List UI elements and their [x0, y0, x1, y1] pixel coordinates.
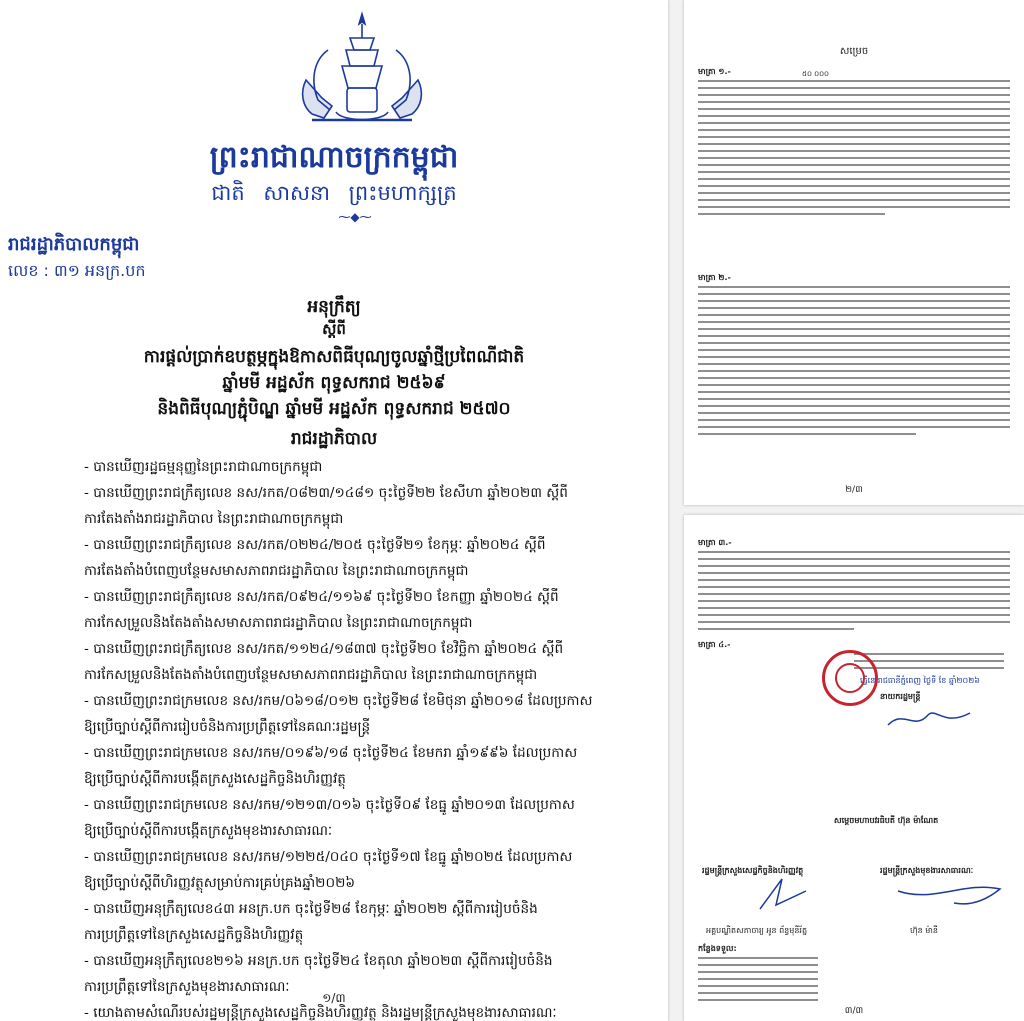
amount-value: ៥០ ០០០	[802, 70, 830, 78]
minister-2-signature-icon	[894, 877, 1004, 913]
citation-line: ឱ្យប្រើច្បាប់ស្តីពីហិរញ្ញវត្ថុសម្រាប់ការគ្រប់គ្រងឆ្នាំ២០២៦	[84, 875, 356, 891]
citation-line: - យោងតាមសំណើរបស់រដ្ឋមន្ត្រីក្រសួងសេដ្ឋកិច្ចនិងហិរញ្ញវត្ថុ និងរដ្ឋមន្ត្រីក្រសួងមុខងារសាធារណៈ	[84, 1005, 557, 1021]
pm-title: នាយករដ្ឋមន្ត្រី	[880, 692, 921, 701]
citation-line: - បានឃើញរដ្ឋធម្មនុញ្ញនៃព្រះរាជាណាចក្រកម្ពុជា	[84, 459, 323, 475]
citation-list	[84, 454, 644, 1021]
citation-line: - បានឃើញព្រះរាជក្រឹត្យលេខ នស/រកត/០២២៤/២០៥ ចុះថ្ងៃទី២១ ខែកុម្ភៈ ឆ្នាំ២០២៤ ស្តីពី	[84, 537, 546, 553]
minister-1-name: អគ្គបណ្ឌិតសភាចារ្យ អូន ព័ន្ធមុនីរ័ត្ន	[706, 926, 808, 935]
subject-label: ស្តីពី	[322, 320, 346, 338]
citation-line: ឱ្យប្រើច្បាប់ស្តីពីការរៀបចំនិងការប្រព្រឹត្តទៅនៃគណៈរដ្ឋមន្ត្រី	[84, 719, 371, 735]
article-2-text	[698, 286, 1010, 440]
title-line-1: ការផ្តល់ប្រាក់ឧបត្ថម្ភក្នុងឱកាសពិធីបុណ្យចូលឆ្នាំថ្មីប្រពៃណីជាតិ	[143, 347, 525, 367]
reference-number: លេខ : ៣១ អនក្រ.បក	[8, 261, 146, 280]
minister-1-title: រដ្ឋមន្ត្រីក្រសួងសេដ្ឋកិច្ចនិងហិរញ្ញវត្ថុ	[702, 866, 804, 875]
article-1-text	[698, 80, 1010, 220]
citation-line: ឱ្យប្រើច្បាប់ស្តីពីការបង្កើតក្រសួងសេដ្ឋកិច្ចនិងហិរញ្ញវត្ថុ	[84, 771, 346, 787]
royal-emblem-icon	[292, 10, 432, 130]
article-4-label: មាត្រា ៤.-	[698, 640, 731, 649]
page-number: ១/៣	[322, 991, 346, 1005]
issuer: រាជរដ្ឋាភិបាល	[290, 429, 378, 449]
citation-line: - បានឃើញព្រះរាជក្រមលេខ នស/រកម/១២១៣/០១៦ ចុះថ្ងៃទី០៩ ខែធ្នូ ឆ្នាំ២០១៣ ដែលប្រកាស	[84, 797, 575, 813]
page-number: ២/៣	[845, 485, 863, 495]
article-2-label: មាត្រា ២.-	[698, 273, 731, 282]
article-1-label: មាត្រា ១.-	[698, 67, 731, 76]
citation-line: ការប្រព្រឹត្តទៅនៃក្រសួងសេដ្ឋកិច្ចនិងហិរញ្ញវត្ថុ	[84, 927, 304, 943]
decision-heading: សម្រេច	[839, 46, 869, 57]
citation-line: ការកែសម្រួលនិងតែងតាំងបំពេញបន្ថែមសមាសភាពរាជរដ្ឋាភិបាល នៃព្រះរាជាណាចក្រកម្ពុជា	[84, 667, 538, 683]
citation-line: ការតែងតាំងរាជរដ្ឋាភិបាល នៃព្រះរាជាណាចក្រកម្ពុជា	[84, 511, 344, 527]
ornament: ⁓◆⁓	[338, 210, 372, 224]
government-header: រាជរដ្ឋាភិបាលកម្ពុជា	[8, 234, 140, 255]
citation-line: - បានឃើញព្រះរាជក្រមលេខ នស/រកម/០៦១៨/០១២ ចុះថ្ងៃទី២៨ ខែមិថុនា ឆ្នាំ២០១៨ ដែលប្រកាស	[84, 693, 593, 709]
cc-list	[698, 957, 818, 1006]
page-number: ៣/៣	[844, 1006, 864, 1016]
citation-line: ការតែងតាំងបំពេញបន្ថែមសមាសភាពរាជរដ្ឋាភិបាល នៃព្រះរាជាណាចក្រកម្ពុជា	[84, 563, 469, 579]
article-3-label: មាត្រា ៣.-	[698, 538, 732, 547]
document-page-2	[684, 0, 1024, 505]
citation-line: - បានឃើញព្រះរាជក្រឹត្យលេខ នស/រកត/០៩២៤/១១៦៩ ចុះថ្ងៃទី២០ ខែកញ្ញា ឆ្នាំ២០២៤ ស្តីពី	[84, 589, 559, 605]
citation-line: - បានឃើញព្រះរាជក្រឹត្យលេខ នស/រកត/១១២៤/១៨៣៧ ចុះថ្ងៃទី២០ ខែវិច្ឆិកា ឆ្នាំ២០២៤ ស្តីពី	[84, 641, 564, 657]
cc-label: កន្លែងទទួល:	[698, 944, 737, 953]
citation-line: - បានឃើញព្រះរាជក្រមលេខ នស/រកម/១២២៥/០៤០ ចុះថ្ងៃទី១៧ ខែធ្នូ ឆ្នាំ២០២៥ ដែលប្រកាស	[84, 849, 573, 865]
pm-signature-icon	[884, 705, 974, 733]
citation-line: - បានឃើញព្រះរាជក្រមលេខ នស/រកម/០១៩៦/១៨ ចុះថ្ងៃទី២៤ ខែមករា ឆ្នាំ១៩៩៦ ដែលប្រកាស	[84, 745, 578, 761]
minister-2-name: ហ៊ុន ម៉ានី	[910, 926, 938, 935]
date-line: ធ្វើនៅរាជធានីភ្នំពេញ ថ្ងៃទី ខែ ឆ្នាំ២០២៦	[860, 676, 980, 685]
article-3-text	[698, 551, 1010, 635]
minister-2-title: រដ្ឋមន្ត្រីក្រសួងមុខងារសាធារណៈ	[880, 866, 974, 875]
title-line-3: និងពិធីបុណ្យភ្ជុំបិណ្ឌ ឆ្នាំមមី អដ្ឋស័ក ពុទ្ធសករាជ ២៥៧០	[157, 399, 511, 419]
document-type: អនុក្រឹត្យ	[307, 297, 361, 317]
kingdom-title: ព្រះរាជាណាចក្រកម្ពុជា	[209, 140, 459, 175]
minister-1-signature-icon	[754, 875, 814, 915]
citation-line: - បានឃើញអនុក្រឹត្យលេខ៤៣ អនក្រ.បក ចុះថ្ងៃទី២៨ ខែកុម្ភៈ ឆ្នាំ២០២២ ស្តីពីការរៀបចំនិង	[84, 901, 538, 917]
pm-name: សម្តេចមហាបវរធិបតី ហ៊ុន ម៉ាណែត	[834, 816, 939, 825]
title-line-2: ឆ្នាំមមី អដ្ឋស័ក ពុទ្ធសករាជ ២៥៦៩	[222, 373, 446, 393]
citation-line: - បានឃើញព្រះរាជក្រឹត្យលេខ នស/រកត/០៨២៣/១៤៨១ ចុះថ្ងៃទី២២ ខែសីហា ឆ្នាំ២០២៣ ស្តីពី	[84, 485, 568, 501]
official-seal-icon	[822, 650, 878, 706]
national-motto: ជាតិ សាសនា ព្រះមហាក្សត្រ	[211, 181, 457, 205]
citation-line: ការប្រព្រឹត្តទៅនៃក្រសួងមុខងារសាធារណៈ	[84, 979, 290, 995]
citation-line: ការកែសម្រួលនិងតែងតាំងសមាសភាពរាជរដ្ឋាភិបាល នៃព្រះរាជាណាចក្រកម្ពុជា	[84, 615, 473, 631]
document-page-3	[684, 515, 1024, 1021]
citation-line: - បានឃើញអនុក្រឹត្យលេខ២១៦ អនក្រ.បក ចុះថ្ងៃទី២៤ ខែតុលា ឆ្នាំ២០២៣ ស្តីពីការរៀបចំនិង	[84, 953, 553, 969]
citation-line: ឱ្យប្រើច្បាប់ស្តីពីការបង្កើតក្រសួងមុខងារសាធារណៈ	[84, 823, 333, 839]
